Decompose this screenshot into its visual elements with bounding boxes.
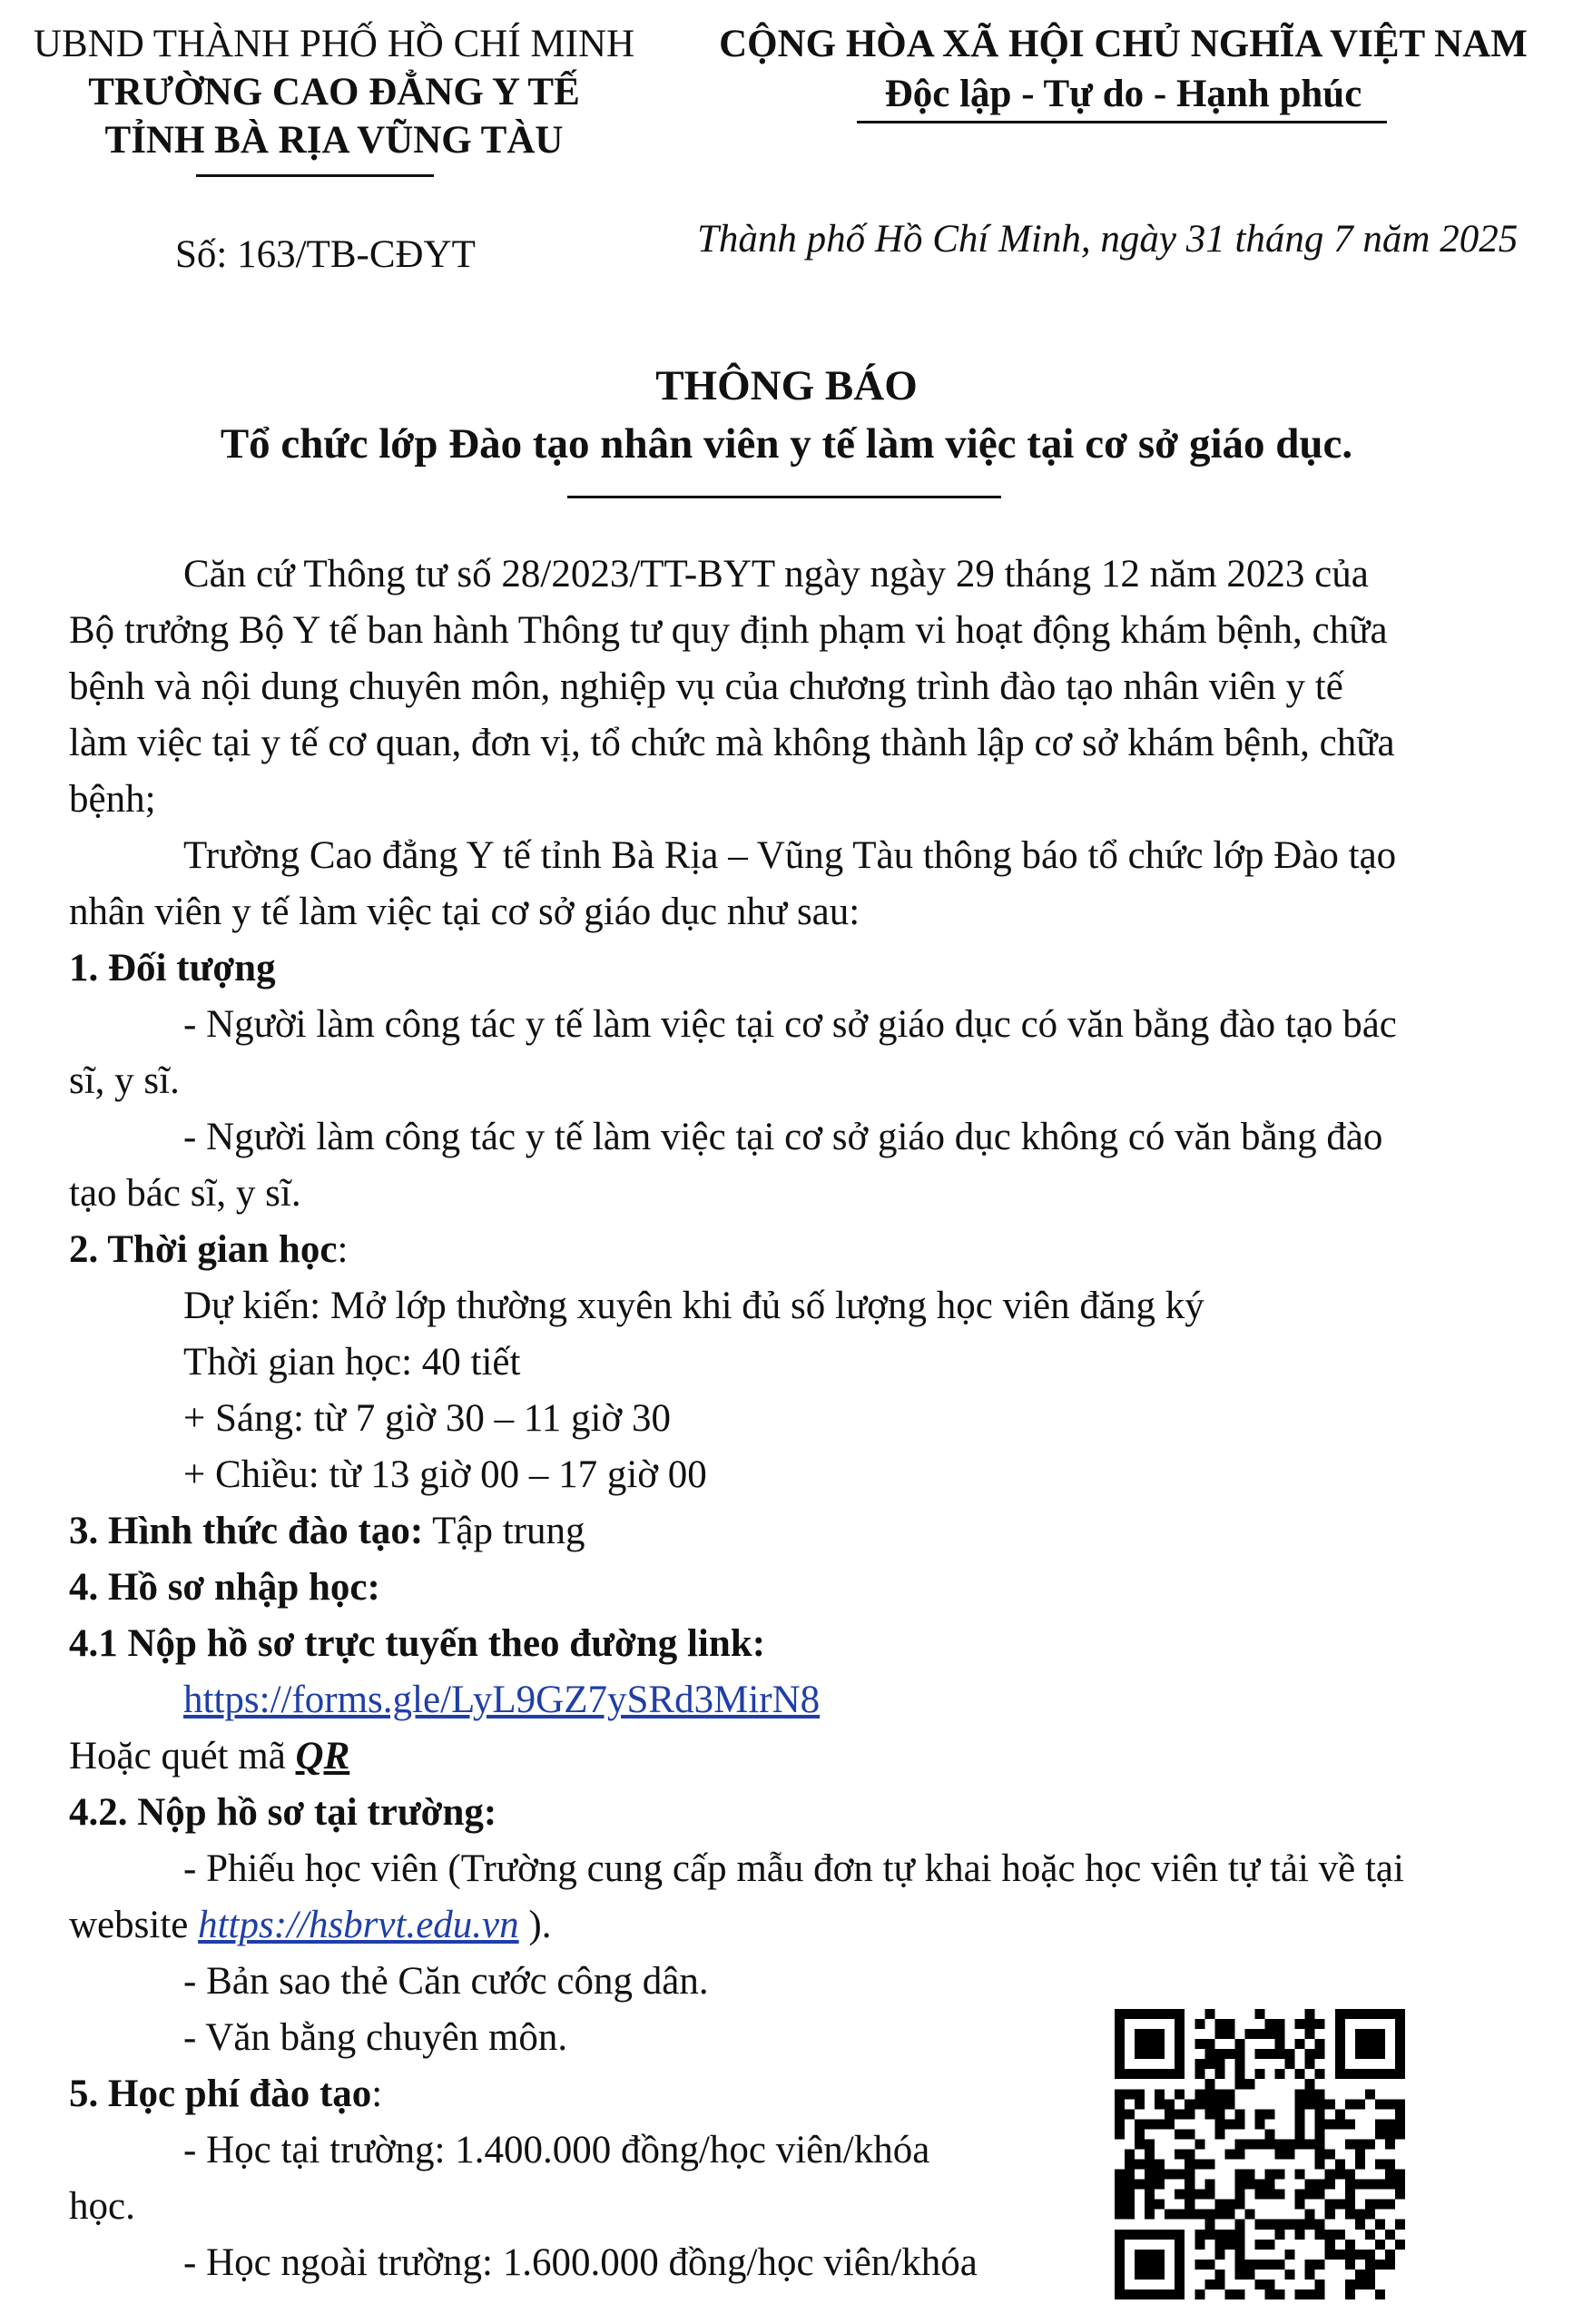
- list-item: tạo bác sĩ, y sĩ.: [69, 1172, 301, 1215]
- national-motto: Độc lập - Tự do - Hạnh phúc: [884, 73, 1362, 115]
- intro-line: Căn cứ Thông tư số 28/2023/TT-BYT ngày ngày 29 tháng 12 năm 2023 của: [183, 553, 1369, 596]
- subsection-heading: 4.2. Nộp hồ sơ tại trường:: [69, 1791, 497, 1834]
- section-heading: 4. Hồ sơ nhập học:: [69, 1566, 380, 1609]
- section-heading-text: 3. Hình thức đào tạo:: [69, 1510, 424, 1552]
- heading-colon: :: [337, 1228, 349, 1271]
- intro-line: bệnh;: [69, 778, 156, 821]
- section-heading-text: 2. Thời gian học: [69, 1228, 338, 1271]
- issuer-underline: [196, 174, 434, 177]
- notice-title: THÔNG BÁO: [655, 362, 918, 409]
- fee-item: học.: [69, 2185, 135, 2228]
- qr-label: QR: [295, 1735, 350, 1777]
- intro-line: nhân viên y tế làm việc tại cơ sở giáo dục như sau:: [69, 891, 860, 933]
- document-number: Số: 163/TB-CĐYT: [175, 233, 476, 276]
- heading-colon: :: [371, 2073, 383, 2115]
- fee-item: - Học ngoài trường: 1.600.000 đồng/học viên/khóa: [183, 2241, 978, 2284]
- website-prefix: website: [69, 1904, 199, 1946]
- title-underline: [567, 496, 1001, 498]
- intro-line: Bộ trưởng Bộ Y tế ban hành Thông tư quy định phạm vi hoạt động khám bệnh, chữa: [69, 609, 1388, 652]
- fee-item: - Học tại trường: 1.400.000 đồng/học viên/khóa: [183, 2129, 930, 2171]
- section-heading-text: 5. Học phí đào tạo: [69, 2073, 372, 2115]
- section-heading: [69, 1503, 585, 1560]
- registration-form-link[interactable]: https://forms.gle/LyL9GZ7ySRd3MirN8: [183, 1679, 821, 1721]
- subsection-heading: 4.1 Nộp hồ sơ trực tuyến theo đường link:: [69, 1622, 766, 1665]
- list-item: - Văn bằng chuyên môn.: [183, 2016, 568, 2059]
- qr-code-icon: [1115, 2009, 1405, 2299]
- intro-line: làm việc tại y tế cơ quan, đơn vị, tổ chức mà không thành lập cơ sở khám bệnh, chữa: [69, 722, 1395, 764]
- training-format: Tập trung: [423, 1510, 585, 1552]
- schedule-expected: Dự kiến: Mở lớp thường xuyên khi đủ số lượng học viên đăng ký: [183, 1285, 1204, 1327]
- schedule-morning: + Sáng: từ 7 giờ 30 – 11 giờ 30: [183, 1397, 671, 1440]
- list-item: - Người làm công tác y tế làm việc tại cơ sở giáo dục không có văn bằng đào: [183, 1116, 1383, 1158]
- notice-subject: Tổ chức lớp Đào tạo nhân viên y tế làm việc tại cơ sở giáo dục.: [220, 420, 1353, 468]
- qr-instruction: [69, 1728, 349, 1785]
- list-item: sĩ, y sĩ.: [69, 1059, 180, 1102]
- school-website-link[interactable]: https://hsbrvt.edu.vn: [198, 1904, 519, 1946]
- qr-instruction-text: Hoặc quét mã: [69, 1735, 296, 1777]
- list-item: - Người làm công tác y tế làm việc tại cơ sở giáo dục có văn bằng đào tạo bác: [183, 1003, 1397, 1046]
- list-item: - Bản sao thẻ Căn cước công dân.: [183, 1960, 709, 2003]
- motto-underline: [857, 121, 1387, 123]
- schedule-afternoon: + Chiều: từ 13 giờ 00 – 17 giờ 00: [183, 1453, 707, 1496]
- list-item: - Phiếu học viên (Trường cung cấp mẫu đơn tự khai hoặc học viên tự tải về tại: [183, 1847, 1404, 1890]
- intro-line: bệnh và nội dung chuyên môn, nghiệp vụ của chương trình đào tạo nhân viên y tế: [69, 665, 1343, 708]
- list-item: [69, 1897, 551, 1954]
- section-heading: [69, 1222, 348, 1278]
- intro-line: Trường Cao đẳng Y tế tỉnh Bà Rịa – Vũng Tàu thông báo tổ chức lớp Đào tạo: [183, 834, 1397, 877]
- section-heading: [69, 2066, 382, 2122]
- issuer-school-line1: TRƯỜNG CAO ĐẲNG Y TẾ: [88, 71, 580, 113]
- national-title: CỘNG HÒA XÃ HỘI CHỦ NGHĨA VIỆT NAM: [719, 23, 1528, 65]
- place-and-date: Thành phố Hồ Chí Minh, ngày 31 tháng 7 năm 2025: [697, 218, 1519, 261]
- issuer-school-line2: TỈNH BÀ RỊA VŨNG TÀU: [104, 119, 564, 162]
- section-heading: 1. Đối tượng: [69, 947, 276, 990]
- website-suffix: ).: [518, 1904, 552, 1946]
- issuer-authority: UBND THÀNH PHỐ HỒ CHÍ MINH: [33, 23, 635, 65]
- schedule-duration: Thời gian học: 40 tiết: [183, 1341, 521, 1384]
